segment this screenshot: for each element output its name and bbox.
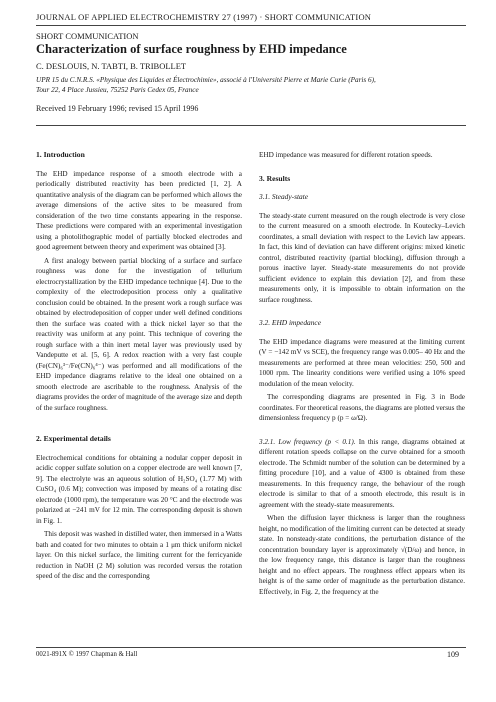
carry-over-text: EHD impedance was measured for different rotation speeds. xyxy=(259,151,433,159)
copyright-line: 0021-891X © 1997 Chapman & Hall xyxy=(36,651,138,658)
low-frequency-text: In this range, diagrams obtained at different rotation speeds collapse on the curve obtained for a smooth electrode. The Schmidt number of the solution can be determined by a fitting procedure [10], and a value of 4300 is obtained from these measurements. In this frequency range, the behaviour of the rough electrode is similar to that of a smooth electrode, this result is in agreement with the steady-state measurements. xyxy=(259,437,466,509)
low-frequency-paragraph-2: When the diffusion layer thickness is larger than the roughness height, no modification of the limiting current can be detected at steady state. In nonsteady-state conditions, the perturbation distance of the concentration boundary layer is approximately √(D/ω) and hence, in the low frequency range, this distance is larger than the roughness height and no effect appears. The roughness effect appears when its height is of the same order of magnitude as the perturbation distance. Effectively, in Fig. 2, the frequency at the xyxy=(259,514,465,596)
right-column xyxy=(259,150,465,600)
experimental-paragraph-2: This deposit was washed in distilled water, then immersed in a Watts bath and coated for two minutes to obtain a 1 μm thick uniform nickel layer. On this nickel surface, the limiting current for the ferricyanide reduction in NaOH (2 M) solution was recorded versus the rotation speed of the disc and the corresponding xyxy=(36,530,242,580)
footer-rule xyxy=(36,647,466,648)
low-frequency-paragraph xyxy=(259,437,465,511)
article-title: Characterization of surface roughness by EHD impedance xyxy=(36,42,347,56)
intro-paragraph-1: The EHD impedance response of a smooth electrode with a periodically distributed reactivity has been predicted [1, 2]. A quantitative analysis of the diagram can be performed which allows the average dimensions of the active sites to be measured from consideration of the two time constants appearing in the response. These predictions were compared with an experimental investigation using a photolithographic model of partially blocked electrodes and good agreement between theory and experiment was obtained [3]. xyxy=(36,169,242,251)
page-number: 109 xyxy=(447,650,459,659)
header-rule xyxy=(36,25,466,26)
steady-state-heading: 3.1. Steady-state xyxy=(259,192,309,201)
affiliation xyxy=(36,75,466,95)
results-heading: 3. Results xyxy=(259,173,291,183)
experimental-paragraph-1: Electrochemical conditions for obtaining a nodular copper deposit in acidic copper sulfate solution on a copper electrode are well known [7, 9]. The electrolyte was an aqueous solution of H₂SO₄ (1.77 M) with CuSO₄ (0.6 M); convection was imposed by means of a rotating disc electrode (1000 rpm), the temperature was 20 °C and the electrode was polarized at −241 mV for 12 min. The corresponding deposit is shown in Fig. 1. xyxy=(36,453,242,525)
intro-paragraph-2: A first analogy between partial blocking of a surface and surface roughness was done for the investigation of tellurium electrocrystallization by the EHD impedance technique [4]. Due to the complexity of the electrodeposition process only a qualitative conclusion could be obtained. In the present work a rough surface was obtained by electrodeposition of copper under well defined conditions then the surface was coated with a thick nickel layer so that the reactivity was uniform at any point. This technique of covering the rough surface with a thin inert metal layer was previously used by Vandeputte et al. [5, 6]. A redox reaction with a very fast couple (Fe(CN)₆³⁻/Fe(CN)₆⁴⁻) was performed and all modifications of the EHD impedance diagrams relative to the ideal one obtained on a smooth electrode are ascribable to the roughness. Analysis of the diagrams provides the order of magnitude of the average size and depth of the surface roughness. xyxy=(36,256,242,412)
ehd-impedance-heading: 3.2. EHD impedance xyxy=(259,318,321,327)
article-type: SHORT COMMUNICATION xyxy=(36,31,139,41)
low-frequency-heading: 3.2.1. Low frequency (p < 0.1). xyxy=(259,437,356,446)
affiliation-line-1: UPR 15 du C.N.R.S. «Physique des Liquides et Électrochimie», associé à l'Université Pierre et Marie Curie (Paris 6), xyxy=(36,76,376,84)
steady-state-paragraph: The steady-state current measured on the rough electrode is very close to the current measured on a smooth electrode. In Koutecky–Levich coordinates, a small deviation with respect to the Levich law appears. In fact, this kind of deviation can have different origins: mixed kinetic control, distributed reactivity (partial blocking), diffusion through a porous inactive layer. Steady-state measurements do not provide sufficient evidence to explain this deviation [2], and from these measurements only, it is impossible to obtain information on the surface roughness. xyxy=(259,211,465,304)
ehd-paragraph-1: The EHD impedance diagrams were measured at the limiting current (V = −142 mV vs SCE), the frequency range was 0.005– 40 Hz and the measurements are performed at three mean velocities: 250, 500 and 1000 rpm. The linearity conditions were verified using a 10% speed modulation of the mean velocity. xyxy=(259,337,465,388)
ehd-paragraph-2: The corresponding diagrams are presented in Fig. 3 in Bode coordinates. For theoretical reasons, the diagrams are plotted versus the dimensionless frequency p (p = ω/Ω). xyxy=(259,393,465,422)
abstract-rule xyxy=(36,125,466,126)
experimental-heading: 2. Experimental details xyxy=(36,434,111,443)
affiliation-line-2: Tour 22, 4 Place Jussieu, 75252 Paris Cedex 05, France xyxy=(36,86,199,94)
received-dates: Received 19 February 1996; revised 15 April 1996 xyxy=(36,104,199,113)
running-head: JOURNAL OF APPLIED ELECTROCHEMISTRY 27 (1997) · SHORT COMMUNICATION xyxy=(36,12,372,22)
left-column xyxy=(36,150,242,585)
authors: C. DESLOUIS, N. TABTI, B. TRIBOLLET xyxy=(36,61,187,71)
introduction-heading: 1. Introduction xyxy=(36,150,85,159)
